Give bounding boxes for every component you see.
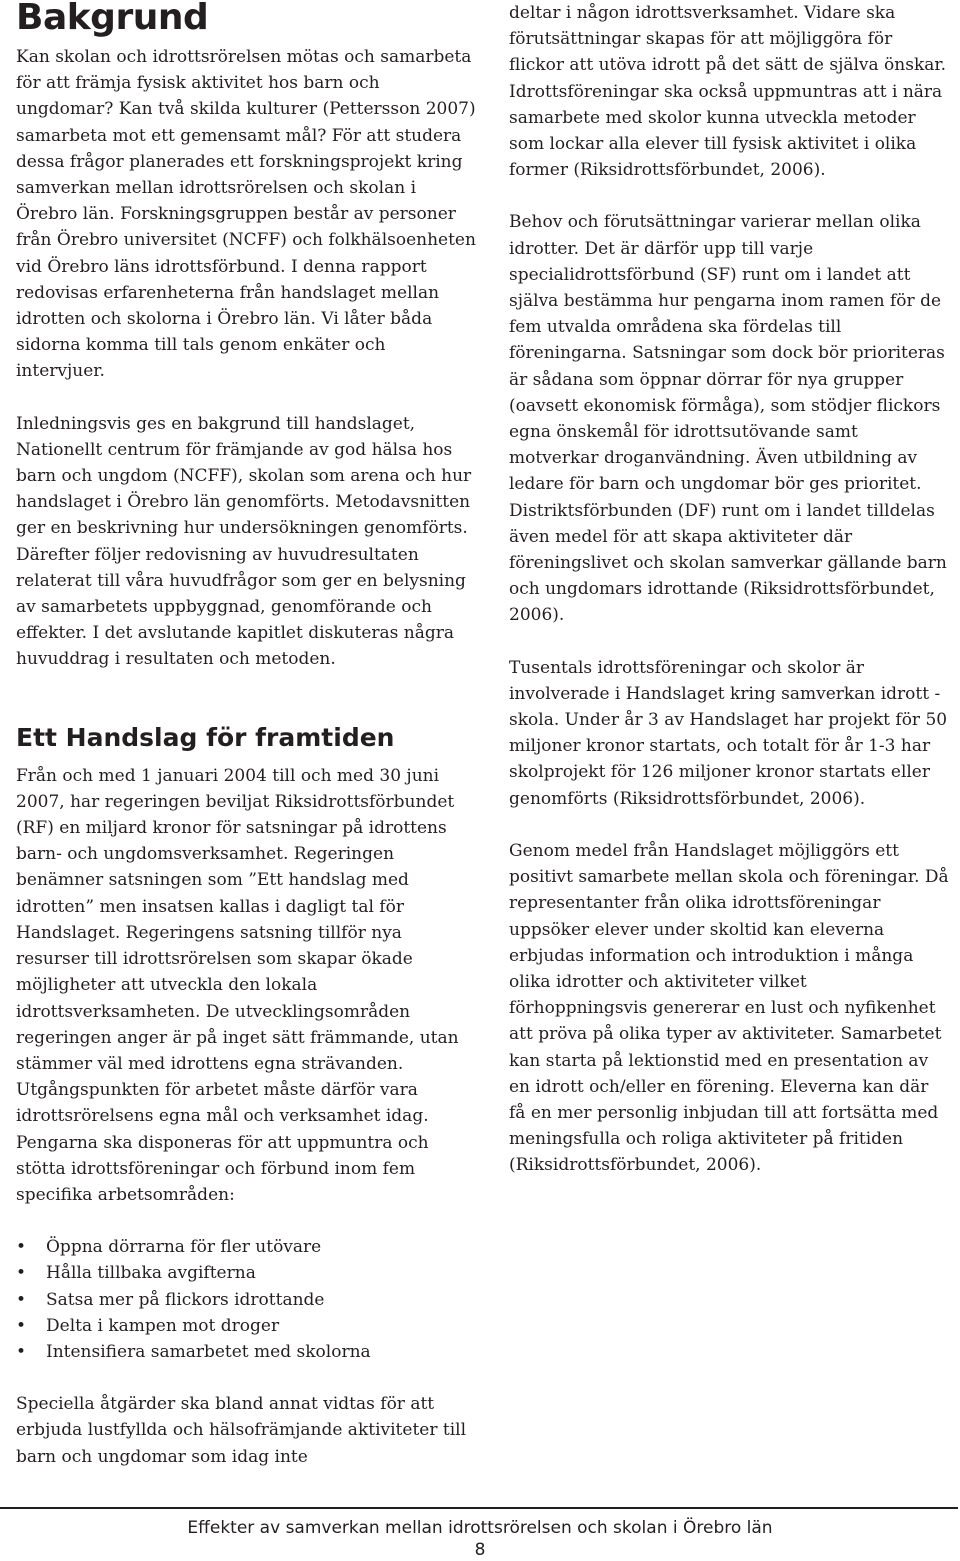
paragraph-intro: Kan skolan och idrottsrörelsen mötas och samarbeta för att främja fysisk aktivitet hos barn och ungdomar? Kan två skilda kulturer (Pettersson 2007) samarbeta mot ett gemensamt mål? För att studera dessa frågor planerades ett forskningsprojekt kring samverkan mellan idrottsrörelsen och skolan i Örebro län. Forskningsgruppen består av personer från Örebro universitet (NCFF) och folkhälsoenheten vid Örebro läns idrottsförbund. I denna rapport redovisas erfarenheterna från handslaget mellan idrotten och skolorna i Örebro län. Vi låter båda sidorna komma till tals genom enkäter och intervjuer. (16, 47, 476, 382)
list-item-text: Intensifiera samarbetet med skolorna (46, 1341, 371, 1362)
list-item-text: Hålla tillbaka avgifterna (46, 1263, 256, 1284)
section-heading-handslag: Ett Handslag för framtiden (16, 722, 395, 752)
list-item-text: Delta i kampen mot droger (46, 1315, 280, 1336)
list-item-text: Satsa mer på flickors idrottande (46, 1289, 325, 1310)
bullet-icon: • (16, 1341, 27, 1362)
list-item (16, 1287, 476, 1313)
paragraph-continuation: deltar i någon idrottsverksamhet. Vidare ska förutsättningar skapas för att möjliggöra för flickor att utöva idrott på det sätt de själva önskar. Idrottsföreningar ska också uppmuntras att i nära samarbete med skolor kunna utveckla metoder som lockar alla elever till fysisk aktivitet i olika former (Riksidrottsförbundet, 2006). (509, 3, 947, 181)
running-footer: Effekter av samverkan mellan idrottsrörelsen och skolan i Örebro län (187, 1518, 773, 1538)
paragraph-outline: Inledningsvis ges en bakgrund till handslaget, Nationellt centrum för främjande av god hälsa hos barn och ungdom (NCFF), skolan som arena och hur handslaget i Örebro län genomförts. Metodavsnitten ger en beskrivning hur undersökningen genomförts. Därefter följer redovisning av huvudresultaten relaterat till våra huvudfrågor som ger en belysning av samarbetets uppbyggnad, genomförande och effekter. I det avslutande kapitlet diskuteras några huvuddrag i resultaten och metoden. (16, 413, 472, 670)
list-item (16, 1339, 476, 1365)
page-number: 8 (474, 1540, 486, 1560)
left-column (16, 0, 476, 1470)
list-item (16, 1234, 476, 1260)
paragraph-special-measures: Speciella åtgärder ska bland annat vidtas för att erbjuda lustfyllda och hälsofrämjande aktiviteter till barn och ungdomar som idag inte (16, 1394, 467, 1467)
list-item-text: Öppna dörrarna för fler utövare (46, 1237, 322, 1258)
paragraph-cooperation: Genom medel från Handslaget möjliggörs ett positivt samarbete mellan skola och föreningar. Då representanter från olika idrottsföreningar uppsöker elever under skoltid kan eleverna erbjudas information och introduktion i många olika idrotter och aktiviteter vilket förhoppningsvis genererar en lust och nyfikenhet att pröva på olika typer av aktiviteter. Samarbetet kan starta på lektionstid med en presentation av en idrott och/eller en förening. Eleverna kan där få en mer personlig inbjudan till att fortsätta med meningsfulla och roliga aktiviteter på fritiden (Riksidrottsförbundet, 2006). (509, 840, 949, 1176)
bullet-icon: • (16, 1315, 27, 1336)
list-item (16, 1313, 476, 1339)
bullet-icon: • (16, 1237, 27, 1258)
section-heading-bakgrund: Bakgrund (16, 0, 209, 38)
work-areas-list (16, 1234, 476, 1365)
right-column (509, 0, 949, 1179)
paragraph-thousands: Tusentals idrottsföreningar och skolor är involverade i Handslaget kring samverkan idrott - skola. Under år 3 av Handslaget har projekt för 50 miljoner kronor startats, och totalt för år 1-3 har skolprojekt för 126 miljoner kronor startats eller genomförts (Riksidrottsförbundet, 2006). (509, 657, 948, 809)
footer-divider (0, 1507, 958, 1509)
paragraph-needs: Behov och förutsättningar varierar mellan olika idrotter. Det är därför upp till varje specialidrottsförbund (SF) runt om i landet att själva bestämma hur pengarna inom ramen för de fem utvalda områdena ska fördelas till föreningarna. Satsningar som dock bör prioriteras är sådana som öppnar dörrar för nya grupper (oavsett ekonomisk förmåga), som stödjer flickors egna önskemål för idrottsutövande samt motverkar droganvändning. Även utbildning av ledare för barn och ungdomar bör ges prioritet. Distriktsförbunden (DF) runt om i landet tilldelas även medel för att skapa aktiviteter där föreningslivet och skolan samverkar gällande barn och ungdomars idrottande (Riksidrottsförbundet, 2006). (509, 212, 947, 626)
bullet-icon: • (16, 1263, 27, 1284)
bullet-icon: • (16, 1289, 27, 1310)
list-item (16, 1260, 476, 1286)
paragraph-handslag: Från och med 1 januari 2004 till och med 30 juni 2007, har regeringen beviljat Riksidrottsförbundet (RF) en miljard kronor för satsningar på idrottens barn- och ungdomsverksamhet. Regeringen benämner satsningen som ”Ett handslag med idrotten” men insatsen kallas i dagligt tal för Handslaget. Regeringens satsning tillför nya resurser till idrottsrörelsen som skapar ökade möjligheter att utveckla den lokala idrottsverksamheten. De utvecklingsområden regeringen anger är på inget sätt främmande, utan stämmer väl med idrottens egna strävanden. Utgångspunkten för arbetet måste därför vara idrottsrörelsens egna mål och verksamhet idag. Pengarna ska disponeras för att uppmuntra och stötta idrottsföreningar och förbund inom fem specifika arbetsområden: (16, 765, 459, 1205)
